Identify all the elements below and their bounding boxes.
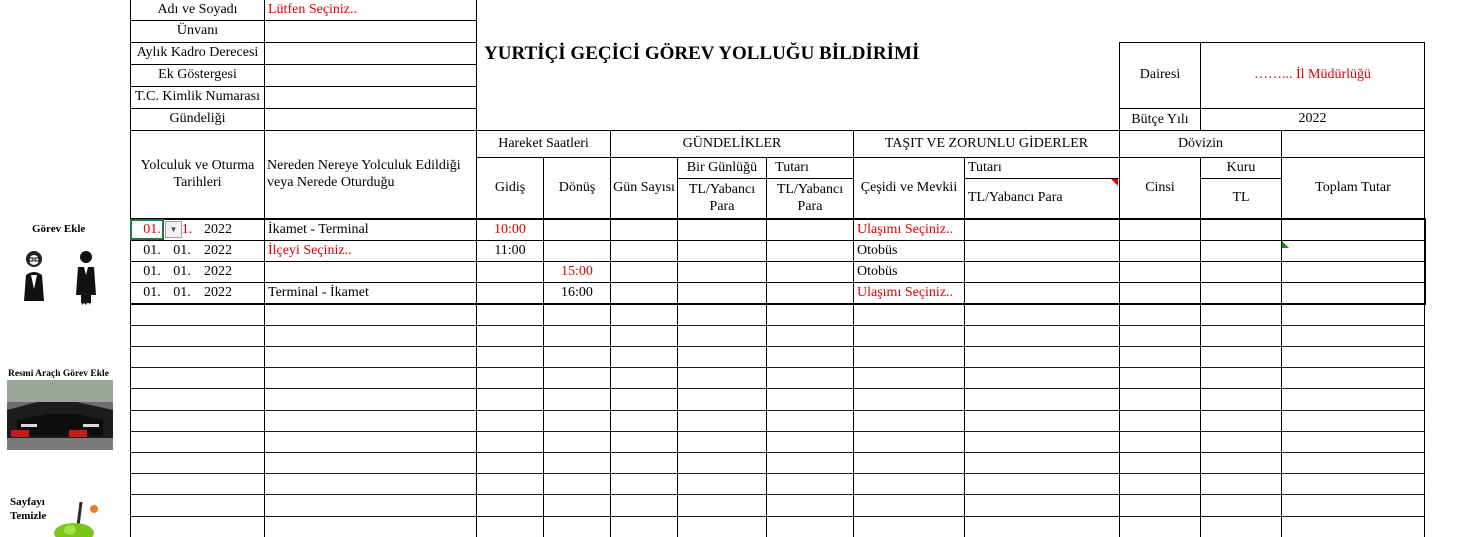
row-donus[interactable] bbox=[544, 220, 610, 240]
dovizin-header: Dövizin bbox=[1177, 135, 1224, 151]
row-place[interactable]: İkamet - Terminal bbox=[268, 221, 369, 237]
people-icon bbox=[20, 245, 105, 325]
row-donus[interactable]: 16:00 bbox=[561, 285, 593, 301]
gundelikler-header: GÜNDELİKLER bbox=[682, 135, 782, 151]
row-day[interactable]: 01. bbox=[143, 221, 161, 237]
row-day[interactable]: 01. bbox=[143, 242, 161, 258]
resmi-arac-label: Resmi Araçlı Görev Ekle bbox=[8, 369, 109, 379]
row-ulasim[interactable]: Otobüs bbox=[857, 242, 898, 258]
chevron-down-icon[interactable]: ▼ bbox=[165, 221, 182, 238]
row-place[interactable] bbox=[265, 262, 476, 282]
hareket-saatleri-header: Hareket Saatleri bbox=[498, 135, 589, 151]
yolculuk-tarih-header: Yolculuk ve Oturma Tarihleri bbox=[140, 158, 255, 190]
row-month[interactable]: 01. bbox=[173, 263, 191, 279]
cesidi-mevkii-header: Çeşidi ve Mevkii bbox=[860, 179, 958, 195]
gundelik-label: Gündeliği bbox=[169, 111, 226, 127]
nereden-header: Nereden Nereye Yolculuk Edildiği veya Nerede Oturduğu bbox=[267, 158, 461, 190]
butce-yili-value[interactable]: 2022 bbox=[1298, 111, 1327, 127]
broom-icon bbox=[36, 500, 106, 537]
row-gidis[interactable] bbox=[477, 283, 543, 304]
tl-yabanci-header-2: TL/Yabancı Para bbox=[776, 182, 844, 214]
gundelik-tutari-header: Tutarı bbox=[775, 159, 809, 175]
gorev-ekle-label: Görev Ekle bbox=[32, 223, 86, 235]
row-year[interactable]: 2022 bbox=[204, 263, 232, 279]
unvan-label: Ünvanı bbox=[176, 23, 219, 39]
row-donus[interactable]: 15:00 bbox=[561, 263, 593, 279]
row-place[interactable]: İlçeyi Seçiniz.. bbox=[268, 242, 352, 258]
row-gidis[interactable]: 11:00 bbox=[494, 242, 526, 258]
gidis-header: Gidiş bbox=[494, 179, 526, 195]
kuru-header: Kuru bbox=[1226, 159, 1256, 175]
ek-gosterge-field[interactable] bbox=[265, 65, 476, 86]
adi-soyadi-label: Adı ve Soyadı bbox=[157, 1, 238, 17]
resmi-arac-gorev-ekle-button[interactable] bbox=[6, 367, 114, 451]
row-month[interactable]: 01. bbox=[173, 242, 191, 258]
row-month[interactable]: 01. bbox=[173, 285, 191, 301]
active-cell-selection[interactable] bbox=[130, 219, 164, 240]
row-donus[interactable] bbox=[544, 241, 610, 261]
unvan-field[interactable] bbox=[265, 21, 476, 42]
dairesi-value[interactable]: ……... İl Müdürlüğü bbox=[1253, 67, 1372, 83]
row-ulasim[interactable]: Ulaşımı Seçiniz.. bbox=[857, 285, 954, 301]
tc-kimlik-field[interactable] bbox=[265, 87, 476, 108]
tl-yabanci-header-1: TL/Yabancı Para bbox=[688, 182, 756, 214]
row-gidis[interactable]: 10:00 bbox=[494, 221, 526, 237]
tasit-tutari-header: Tutarı bbox=[968, 159, 1002, 175]
dairesi-label: Dairesi bbox=[1139, 67, 1181, 83]
gundelik-field[interactable] bbox=[265, 109, 476, 130]
adi-soyadi-select[interactable]: Lütfen Seçiniz.. bbox=[268, 1, 358, 17]
row-place[interactable]: Terminal - İkamet bbox=[268, 285, 369, 301]
row-year[interactable]: 2022 bbox=[204, 221, 232, 237]
comment-indicator bbox=[1111, 179, 1118, 186]
ek-gosterge-label: Ek Göstergesi bbox=[158, 67, 237, 83]
sayfayi-temizle-label: Sayfayı Temizle bbox=[10, 496, 47, 522]
page-title: YURTİÇİ GEÇİCİ GÖREV YOLLUĞU BİLDİRİMİ bbox=[484, 43, 920, 64]
tasit-header: TAŞIT VE ZORUNLU GİDERLER bbox=[884, 135, 1089, 151]
tc-kimlik-label: T.C. Kimlik Numarası bbox=[135, 89, 260, 105]
cinsi-header: Cinsi bbox=[1145, 179, 1175, 195]
row-day[interactable]: 01. bbox=[143, 263, 161, 279]
donus-header: Dönüş bbox=[558, 179, 596, 195]
row-gidis[interactable] bbox=[477, 262, 543, 282]
row-ulasim[interactable]: Otobüs bbox=[857, 263, 898, 279]
gorev-ekle-button[interactable] bbox=[8, 220, 106, 310]
sayfayi-temizle-button[interactable] bbox=[6, 494, 106, 537]
kadro-derecesi-label: Aylık Kadro Derecesi bbox=[136, 45, 259, 61]
kuru-tl-header: TL bbox=[1232, 190, 1250, 206]
gun-sayisi-header: Gün Sayısı bbox=[613, 179, 675, 195]
row-year[interactable]: 2022 bbox=[204, 242, 232, 258]
bir-gunlugu-header: Bir Günlüğü bbox=[686, 159, 758, 175]
kadro-derecesi-field[interactable] bbox=[265, 43, 476, 64]
row-day[interactable]: 01. bbox=[143, 285, 161, 301]
toplam-tutar-header: Toplam Tutar bbox=[1315, 179, 1391, 195]
tl-yabanci-header-3: TL/Yabancı Para bbox=[968, 190, 1063, 206]
cars-icon bbox=[7, 380, 113, 450]
row-ulasim[interactable]: Ulaşımı Seçiniz.. bbox=[857, 221, 954, 237]
row-year[interactable]: 2022 bbox=[204, 285, 232, 301]
butce-yili-label: Bütçe Yılı bbox=[1131, 112, 1189, 128]
row-month[interactable]: 1. bbox=[181, 221, 193, 237]
error-indicator bbox=[1282, 241, 1289, 248]
